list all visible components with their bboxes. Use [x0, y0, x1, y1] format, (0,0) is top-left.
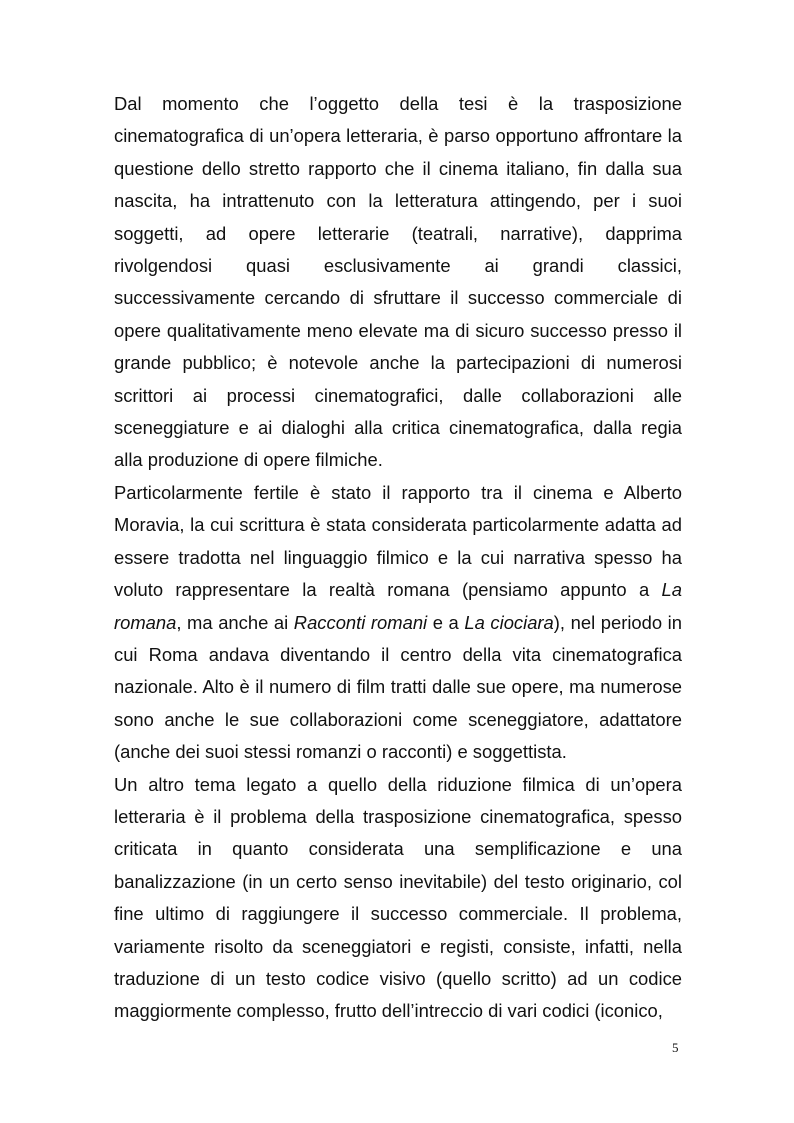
page-number: 5: [672, 1040, 679, 1055]
paragraph-moravia-text-2: , ma anche ai: [176, 611, 294, 633]
paragraph-moravia-text-1: Particolarmente fertile è stato il rapporto tra il cinema e Alberto Moravia, la cui scrittura è stata considerata particolarmente adatta ad essere tradotta nel linguaggio filmico e la cui narrativa spesso ha voluto rappresentare la realtà romana (pensiamo appunto a: [114, 481, 682, 601]
paragraph-moravia: [114, 477, 682, 769]
book-title-la-ciociara: La ciociara: [464, 611, 554, 633]
document-body: [114, 88, 682, 1028]
book-title-racconti-romani: Racconti romani: [293, 611, 428, 633]
paragraph-intro: Dal momento che l’oggetto della tesi è la trasposizione cinematografica di un’opera letteraria, è parso opportuno affrontare la questione dello stretto rapporto che il cinema italiano, fin dalla sua nascita, ha intrattenuto con la letteratura attingendo, per i suoi soggetti, ad opere letterarie (teatrali, narrative), dapprima rivolgendosi quasi esclusivamente ai grandi classici, successivamente cercando di sfruttare il successo commerciale di opere qualitativamente meno elevate ma di sicuro successo presso il grande pubblico; è notevole anche la partecipazioni di numerosi scrittori ai processi cinematografici, dalle collaborazioni alle sceneggiature e ai dialoghi alla critica cinematografica, dalla regia alla produzione di opere filmiche.: [114, 93, 682, 471]
paragraph-moravia-text-4: ), nel periodo in cui Roma andava diventando il centro della vita cinematografica nazionale. Alto è il numero di film tratti dalle sue opere, ma numerose sono anche le sue collaborazioni come sceneggiatore, adattatore (anche dei suoi stessi romanzi o racconti) e soggettista.: [114, 611, 682, 763]
paragraph-trasposizione: Un altro tema legato a quello della riduzione filmica di un’opera letteraria è il problema della trasposizione cinematografica, spesso criticata in quanto considerata una semplificazione e una banalizzazione (in un certo senso inevitabile) del testo originario, col fine ultimo di raggiungere il successo commerciale. Il problema, variamente risolto da sceneggiatori e registi, consiste, infatti, nella traduzione di un testo codice visivo (quello scritto) ad un codice maggiormente complesso, frutto dell’intreccio di vari codici (iconico,: [114, 773, 682, 1022]
paragraph-moravia-text-3: e a: [427, 611, 465, 633]
book-title-la-romana: La romana: [114, 579, 682, 633]
